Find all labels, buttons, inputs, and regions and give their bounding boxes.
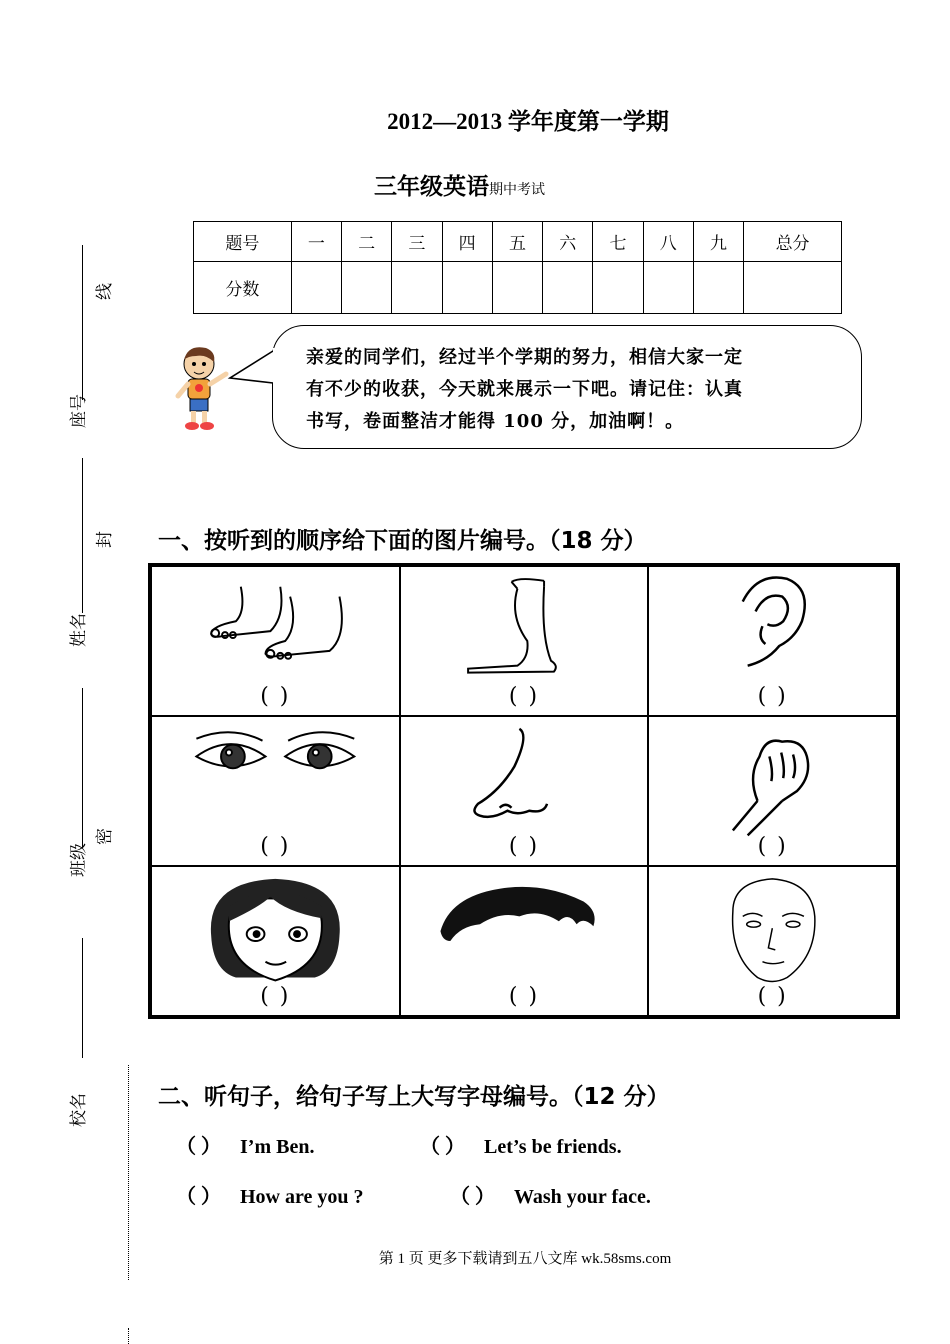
line-mark: 线 <box>95 283 115 300</box>
answer-blank[interactable]: ( ) <box>260 984 291 1009</box>
score-label: 分数 <box>194 262 292 314</box>
score-table-header-row <box>194 222 842 262</box>
score-cell: 一 <box>291 222 341 262</box>
score-cell: 三 <box>392 222 442 262</box>
sentence-text: Wash your face. <box>514 1186 651 1208</box>
score-table <box>193 221 842 314</box>
secret-mark: 密 <box>95 828 115 845</box>
answer-blank[interactable]: （ ） <box>176 1186 221 1208</box>
sentence-item <box>176 1130 314 1159</box>
answer-blank[interactable]: ( ) <box>757 684 788 709</box>
binding-line <box>82 245 83 400</box>
score-cell: 四 <box>442 222 492 262</box>
bubble-text <box>306 342 841 438</box>
picture-cell-leg <box>400 566 649 716</box>
picture-cell-nose <box>400 716 649 866</box>
score-cell: 五 <box>492 222 542 262</box>
score-cell: 六 <box>543 222 593 262</box>
bubble-line: 书写，卷面整洁才能得 100 分，加油啊！。 <box>306 411 685 432</box>
sentence-text: I’m Ben. <box>240 1136 315 1158</box>
sentence-text: How are you ? <box>240 1186 364 1208</box>
score-input-cell[interactable] <box>492 262 542 314</box>
score-input-cell[interactable] <box>693 262 743 314</box>
picture-cell-hand <box>648 716 897 866</box>
binding-line <box>82 458 83 613</box>
picture-cell-face <box>151 866 400 1016</box>
picture-cell-feet <box>151 566 400 716</box>
sentence-item <box>450 1180 651 1209</box>
sentence-item <box>176 1180 364 1209</box>
answer-blank[interactable]: （ ） <box>176 1136 221 1158</box>
score-cell: 九 <box>693 222 743 262</box>
speech-bubble-tail <box>226 348 286 398</box>
score-cell: 题号 <box>194 222 292 262</box>
score-input-cell[interactable] <box>442 262 492 314</box>
score-input-cell[interactable] <box>342 262 392 314</box>
picture-grid <box>148 563 900 1019</box>
page-subtitle <box>374 168 545 201</box>
answer-blank[interactable]: ( ) <box>508 834 540 859</box>
picture-cell-ear <box>648 566 897 716</box>
score-input-cell[interactable] <box>392 262 442 314</box>
score-input-cell[interactable] <box>643 262 693 314</box>
cut-line <box>128 1328 130 1344</box>
school-label: 校名 <box>69 1093 89 1127</box>
answer-blank[interactable]: （ ） <box>420 1136 465 1158</box>
section1-heading: 一、按听到的顺序给下面的图片编号。（18 分） <box>158 528 647 554</box>
answer-blank[interactable]: ( ) <box>508 984 540 1009</box>
seal-mark: 封 <box>95 531 115 548</box>
score-table-score-row <box>194 262 842 314</box>
page-footer: 第 1 页 更多下载请到五八文库 wk.58sms.com <box>378 1251 672 1267</box>
picture-cell-eyes <box>151 716 400 866</box>
answer-blank[interactable]: （ ） <box>450 1186 495 1208</box>
picture-cell-head <box>648 866 897 1016</box>
answer-blank[interactable]: ( ) <box>757 984 788 1009</box>
score-input-cell[interactable] <box>291 262 341 314</box>
sentence-item <box>420 1130 622 1159</box>
answer-blank[interactable]: ( ) <box>757 834 788 859</box>
class-label: 班级 <box>69 843 89 877</box>
answer-blank[interactable]: ( ) <box>508 684 540 709</box>
answer-blank[interactable]: ( ) <box>260 684 291 709</box>
section2-heading: 二、听句子，给句子写上大写字母编号。（12 分） <box>158 1084 670 1110</box>
binding-line <box>82 938 83 1058</box>
bubble-line: 有不少的收获，今天就来展示一下吧。请记住：认真 <box>306 379 743 400</box>
binding-line <box>82 688 83 848</box>
score-cell: 七 <box>593 222 643 262</box>
score-input-cell[interactable] <box>744 262 842 314</box>
score-cell: 二 <box>342 222 392 262</box>
score-input-cell[interactable] <box>543 262 593 314</box>
subtitle-main: 三年级英语 <box>374 174 489 200</box>
answer-blank[interactable]: ( ) <box>260 834 291 859</box>
picture-cell-hair <box>400 866 649 1016</box>
score-cell: 总分 <box>744 222 842 262</box>
seat-label: 座号 <box>69 394 89 428</box>
score-cell: 八 <box>643 222 693 262</box>
page-title: 2012—2013 学年度第一学期 <box>387 109 669 134</box>
name-label: 姓名 <box>69 613 89 647</box>
subtitle-small: 期中考试 <box>489 182 545 198</box>
bubble-line: 亲爱的同学们，经过半个学期的努力，相信大家一定 <box>306 347 743 368</box>
score-input-cell[interactable] <box>593 262 643 314</box>
sentence-text: Let’s be friends. <box>484 1136 622 1158</box>
